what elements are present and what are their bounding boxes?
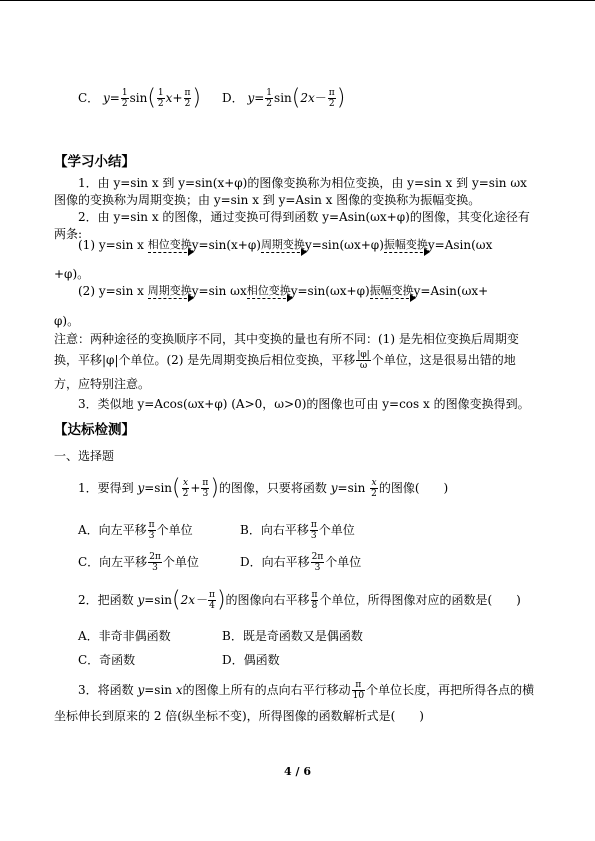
arrow-shaft — [370, 298, 414, 299]
numerator: π — [311, 590, 318, 600]
denominator: 2 — [371, 489, 377, 499]
numerator: x — [371, 478, 377, 488]
route-2-end: φ)。 — [54, 314, 80, 328]
denominator: 2 — [184, 99, 191, 109]
fraction — [148, 520, 156, 541]
arrow-amplitude — [370, 285, 414, 299]
plus: + — [172, 91, 183, 105]
numerator: π — [148, 520, 155, 530]
fraction — [310, 520, 318, 541]
fraction — [352, 680, 365, 701]
q2-option-c[interactable]: C．奇函数 — [78, 653, 136, 667]
q2-option-a[interactable]: A．非奇非偶函数 — [78, 629, 171, 643]
paren: ( — [147, 85, 156, 111]
note-line1: 注意：两种途径的变换顺序不同，其中变换的量也有所不同：(1) 是先相位变换后周期变 — [54, 332, 519, 346]
question-text: 个单位，所得图像对应的函数是( ) — [319, 593, 521, 607]
route-expr: (1) y=sin x — [78, 238, 144, 252]
numerator: π — [352, 680, 365, 691]
summary-p3: 3．类似地 y=Acos(ωx+φ) (A>0，ω>0)的图像也可由 y=cos x 的图像变换得到。 — [78, 397, 530, 411]
question-3 — [78, 680, 534, 701]
fraction — [208, 590, 216, 611]
note-line2 — [54, 350, 516, 371]
eq: = — [254, 91, 265, 105]
paren: ) — [192, 85, 202, 111]
option-text: B．向右平移 — [240, 523, 309, 537]
denominator: 3 — [148, 531, 155, 541]
paren: ) — [336, 85, 346, 111]
arrow-label: 振幅变换 — [369, 284, 414, 297]
summary-p2-line2: 两条: — [54, 227, 83, 241]
summary-p2-line1: 2．由 y=sin x 的图像，通过变换可得到函数 y=Asin(ωx+φ)的图像，其变化途径有 — [78, 210, 530, 224]
fraction — [265, 88, 273, 109]
numerator: π — [310, 520, 317, 530]
route-expr: y=Asin(ωx — [427, 238, 493, 252]
route-expr: y=Asin(ωx+ — [413, 284, 489, 298]
question-text: 的图像上所有的点向右平行移动 — [182, 683, 351, 697]
numerator: π — [202, 478, 209, 488]
q1-option-d[interactable] — [240, 552, 361, 573]
paren: ( — [172, 475, 181, 501]
arrow-label: 相位变换 — [246, 284, 291, 297]
question-text: 个单位长度，再把所得各点的横 — [366, 683, 535, 697]
option-c — [78, 85, 202, 111]
option-text: 个单位 — [156, 523, 193, 537]
denominator: 2 — [266, 99, 273, 109]
question-text: 的图像，只要将函数 — [218, 481, 331, 495]
page-number: 4 / 6 — [284, 765, 311, 778]
question-text: 的图像( ) — [378, 481, 449, 495]
note-line3: 方，应特别注意。 — [54, 377, 151, 391]
paren: ( — [172, 587, 181, 613]
arrow-label: 周期变换 — [147, 284, 192, 297]
numerator: x — [182, 478, 189, 488]
route-expr: y=sin ωx — [191, 284, 247, 298]
q1-option-c[interactable] — [78, 552, 199, 573]
denominator: 8 — [311, 601, 318, 611]
route-expr: y=sin(x+φ) — [191, 238, 261, 252]
question-text: 1．要得到 — [78, 481, 138, 495]
question-3-line2: 坐标伸长到原来的 2 倍(纵坐标不变)，所得图像的函数解析式是( ) — [54, 709, 424, 723]
q2-option-d[interactable]: D．偶函数 — [222, 653, 280, 667]
arrow-amplitude — [384, 239, 428, 253]
arrow-label: 周期变换 — [260, 238, 305, 251]
var-y: y — [137, 593, 145, 607]
question-1 — [78, 475, 449, 501]
fraction — [182, 478, 190, 499]
denominator: 2 — [157, 99, 164, 109]
route-expr: y=sin(ωx+φ) — [304, 238, 384, 252]
arrow-label: 相位变换 — [147, 238, 192, 251]
option-text: D．向右平移 — [240, 555, 310, 569]
arrow-period — [261, 239, 305, 253]
q1-option-b[interactable] — [240, 520, 355, 541]
route-1 — [78, 237, 492, 263]
option-letter: C． — [78, 91, 100, 105]
arrow-phase — [247, 285, 291, 299]
denominator: 3 — [152, 563, 158, 573]
denominator: 3 — [310, 531, 317, 541]
numerator: 2π — [311, 552, 324, 562]
arrow-phase — [148, 239, 192, 253]
eq: =sin — [144, 593, 173, 607]
denominator: 10 — [352, 691, 365, 701]
sin: sin — [129, 91, 148, 105]
fraction — [370, 478, 378, 499]
eq: = — [109, 91, 120, 105]
option-text: C．向左平移 — [78, 555, 148, 569]
numerator: |φ| — [357, 350, 370, 360]
fraction — [311, 552, 325, 573]
var-y: y — [137, 481, 145, 495]
question-text: 的图像向右平移 — [225, 593, 310, 607]
plus: + — [190, 481, 201, 495]
var-y: y — [330, 481, 338, 495]
denominator: 3 — [314, 563, 321, 573]
denominator: 4 — [209, 601, 215, 611]
paren: ) — [210, 475, 219, 501]
q1-option-a[interactable] — [78, 520, 193, 541]
denominator: 2 — [121, 99, 128, 109]
eq: =sin — [144, 683, 176, 697]
option-text: 个单位 — [318, 523, 355, 537]
option-text: A．向左平移 — [78, 523, 147, 537]
question-text: 2．把函数 — [78, 593, 138, 607]
arrow-shaft — [384, 252, 428, 253]
eq: =sin — [337, 481, 370, 495]
numerator: π — [184, 88, 191, 98]
numerator: 1 — [157, 88, 164, 98]
expr: 2x — [300, 91, 315, 105]
var-y: y — [247, 91, 255, 105]
fraction — [121, 88, 129, 109]
route-2 — [78, 283, 488, 309]
var-x: x — [165, 91, 173, 105]
expr: 2x－ — [180, 593, 208, 607]
q2-option-b[interactable]: B．既是奇函数又是偶函数 — [222, 629, 363, 643]
denominator: ω — [359, 361, 368, 371]
eq: =sin — [144, 481, 173, 495]
question-text: 3．将函数 — [78, 683, 138, 697]
fraction — [311, 590, 319, 611]
summary-p1-line2: 图像的变换称为周期变换；由 y=sin x 到 y=Asin x 图像的变换称为振幅变换。 — [54, 193, 481, 207]
option-text: 个单位 — [162, 555, 199, 569]
option-d — [222, 85, 346, 111]
arrow-shaft — [148, 252, 192, 253]
route-expr: y=sin(ωx+φ) — [290, 284, 370, 298]
arrow-shaft — [247, 298, 291, 299]
route-expr: (2) y=sin x — [78, 284, 144, 298]
fraction — [356, 350, 370, 371]
fraction — [157, 88, 165, 109]
note-text: 换，平移|φ|个单位。(2) 是先周期变换后相位变换，平移 — [54, 353, 356, 367]
denominator: 2 — [328, 99, 335, 109]
summary-heading: 【学习小结】 — [54, 154, 135, 170]
numerator: 2π — [149, 552, 161, 562]
question-2 — [78, 587, 521, 613]
numerator: 1 — [121, 88, 128, 98]
var-y: y — [103, 91, 110, 105]
var-x: x — [175, 683, 183, 697]
fraction — [328, 88, 336, 109]
section-title: 一、选择题 — [54, 449, 115, 463]
arrow-label: 振幅变换 — [383, 238, 428, 251]
summary-p1-line1: 1．由 y=sin x 到 y=sin(x+φ)的图像变换称为相位变换，由 y=sin x 到 y=sin ωx — [78, 176, 527, 190]
fraction — [184, 88, 192, 109]
arrow-shaft — [261, 252, 305, 253]
top-rule — [0, 0, 595, 1]
var-y: y — [137, 683, 145, 697]
denominator: 2 — [182, 489, 189, 499]
route-1-end: +φ)。 — [54, 267, 90, 281]
arrow-period — [148, 285, 192, 299]
arrow-shaft — [148, 298, 192, 299]
option-text: 个单位 — [325, 555, 362, 569]
note-text: 个单位，这是很易出错的地 — [371, 353, 516, 367]
minus: － — [314, 91, 327, 105]
fraction — [148, 552, 162, 573]
fraction — [201, 478, 209, 499]
test-heading: 【达标检测】 — [54, 422, 135, 438]
option-letter: D． — [222, 91, 244, 105]
numerator: 1 — [266, 88, 273, 98]
numerator: π — [209, 590, 215, 600]
paren: ) — [216, 587, 226, 613]
sin: sin — [274, 91, 292, 105]
paren: ( — [291, 85, 301, 111]
numerator: π — [328, 88, 335, 98]
denominator: 3 — [202, 489, 209, 499]
